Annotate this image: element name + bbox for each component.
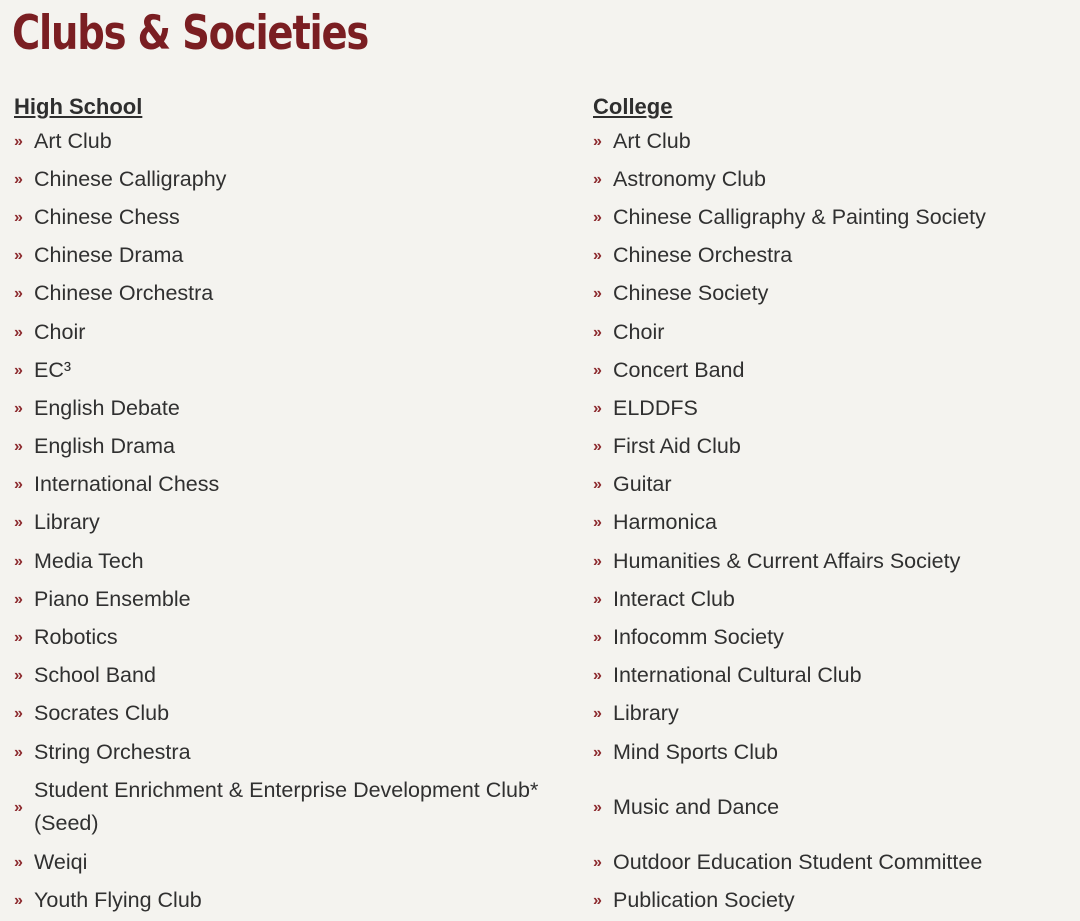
club-list-item[interactable] [14, 843, 574, 881]
club-list-item[interactable] [593, 198, 1063, 236]
club-label: Chinese Chess [34, 204, 180, 229]
club-label: Chinese Orchestra [34, 281, 214, 306]
high-school-heading[interactable]: High School [14, 94, 143, 119]
club-list-item[interactable] [14, 122, 574, 160]
club-list-item[interactable] [14, 389, 574, 427]
club-list-item[interactable] [593, 122, 1063, 160]
club-list-item[interactable] [593, 695, 1063, 733]
double-chevron-right-icon: » [14, 476, 23, 494]
club-list-item[interactable] [14, 580, 574, 618]
club-label: String Orchestra [34, 739, 191, 764]
double-chevron-right-icon: » [593, 438, 602, 456]
club-list-item[interactable] [593, 351, 1063, 389]
double-chevron-right-icon: » [14, 399, 23, 417]
club-label: English Drama [34, 434, 175, 459]
double-chevron-right-icon: » [593, 667, 602, 685]
double-chevron-right-icon: » [14, 853, 23, 871]
club-list-item[interactable] [593, 466, 1063, 504]
club-list-item[interactable] [593, 580, 1063, 618]
double-chevron-right-icon: » [593, 552, 602, 570]
high-school-club-list [14, 122, 574, 920]
club-label: Choir [34, 319, 86, 344]
club-list-item[interactable] [593, 843, 1063, 881]
page-title: Clubs & Societies [12, 6, 369, 61]
club-list-item[interactable] [14, 160, 574, 198]
high-school-column [14, 92, 574, 920]
club-label: Music and Dance [613, 794, 780, 819]
club-list-item[interactable] [593, 542, 1063, 580]
club-list-item[interactable] [593, 313, 1063, 351]
double-chevron-right-icon: » [593, 132, 602, 150]
double-chevron-right-icon: » [14, 208, 23, 226]
club-label: ELDDFS [613, 395, 698, 420]
club-label: Chinese Calligraphy [34, 166, 227, 191]
club-label: Media Tech [34, 548, 144, 573]
club-list-item[interactable] [14, 466, 574, 504]
club-list-item[interactable] [14, 198, 574, 236]
double-chevron-right-icon: » [14, 743, 23, 761]
double-chevron-right-icon: » [14, 552, 23, 570]
club-list-item[interactable] [14, 237, 574, 275]
club-label: Library [34, 510, 100, 535]
club-label: Art Club [34, 128, 112, 153]
double-chevron-right-icon: » [593, 853, 602, 871]
double-chevron-right-icon: » [14, 590, 23, 608]
club-label: Student Enrichment & Enterprise Development Club* (Seed) [34, 778, 539, 836]
club-list-item[interactable] [14, 542, 574, 580]
double-chevron-right-icon: » [593, 285, 602, 303]
double-chevron-right-icon: » [593, 399, 602, 417]
double-chevron-right-icon: » [593, 247, 602, 265]
club-list-item[interactable] [14, 428, 574, 466]
club-label: Choir [613, 319, 665, 344]
double-chevron-right-icon: » [593, 705, 602, 723]
club-label: Infocomm Society [613, 625, 784, 650]
double-chevron-right-icon: » [14, 438, 23, 456]
club-list-item[interactable] [14, 657, 574, 695]
club-list-item[interactable] [593, 389, 1063, 427]
college-heading[interactable]: College [593, 94, 673, 119]
club-label: Chinese Orchestra [613, 243, 793, 268]
club-label: Socrates Club [34, 701, 170, 726]
club-label: Concert Band [613, 357, 745, 382]
club-list-item[interactable] [14, 351, 574, 389]
double-chevron-right-icon: » [14, 285, 23, 303]
club-list-item[interactable] [14, 504, 574, 542]
double-chevron-right-icon: » [593, 891, 602, 909]
double-chevron-right-icon: » [14, 629, 23, 647]
double-chevron-right-icon: » [14, 247, 23, 265]
club-label: Guitar [613, 472, 672, 497]
club-list-item[interactable] [593, 771, 1063, 843]
double-chevron-right-icon: » [14, 361, 23, 379]
club-list-item[interactable] [14, 881, 574, 919]
club-label: Robotics [34, 625, 118, 650]
double-chevron-right-icon: » [593, 743, 602, 761]
double-chevron-right-icon: » [593, 208, 602, 226]
double-chevron-right-icon: » [14, 705, 23, 723]
double-chevron-right-icon: » [14, 514, 23, 532]
club-list-item[interactable] [593, 428, 1063, 466]
club-label: Weiqi [34, 849, 88, 874]
double-chevron-right-icon: » [593, 629, 602, 647]
club-list-item[interactable] [593, 657, 1063, 695]
double-chevron-right-icon: » [14, 132, 23, 150]
club-label: Mind Sports Club [613, 739, 778, 764]
double-chevron-right-icon: » [593, 361, 602, 379]
club-list-item[interactable] [14, 771, 574, 843]
double-chevron-right-icon: » [14, 170, 23, 188]
club-list-item[interactable] [14, 275, 574, 313]
club-label: Chinese Calligraphy & Painting Society [613, 204, 986, 229]
club-label: International Cultural Club [613, 663, 862, 688]
double-chevron-right-icon: » [593, 476, 602, 494]
club-list-item[interactable] [593, 618, 1063, 656]
club-label: International Chess [34, 472, 220, 497]
club-list-item[interactable] [593, 881, 1063, 919]
club-label: Harmonica [613, 510, 717, 535]
double-chevron-right-icon: » [593, 590, 602, 608]
double-chevron-right-icon: » [14, 323, 23, 341]
club-label: Humanities & Current Affairs Society [613, 548, 961, 573]
double-chevron-right-icon: » [593, 170, 602, 188]
club-label: Chinese Society [613, 281, 769, 306]
club-label: Library [613, 701, 679, 726]
club-list-item[interactable] [593, 504, 1063, 542]
double-chevron-right-icon: » [14, 798, 23, 816]
club-label: Astronomy Club [613, 166, 766, 191]
club-label: Youth Flying Club [34, 887, 202, 912]
club-list-item[interactable] [593, 237, 1063, 275]
club-label: Piano Ensemble [34, 586, 191, 611]
club-list-item[interactable] [14, 618, 574, 656]
club-label: English Debate [34, 395, 180, 420]
club-label: School Band [34, 663, 156, 688]
club-label: Chinese Drama [34, 243, 184, 268]
club-label: EC³ [34, 357, 72, 382]
club-list-item[interactable] [14, 733, 574, 771]
double-chevron-right-icon: » [14, 667, 23, 685]
club-label: First Aid Club [613, 434, 741, 459]
club-list-item[interactable] [14, 313, 574, 351]
club-list-item[interactable] [593, 160, 1063, 198]
club-label: Interact Club [613, 586, 735, 611]
club-label: Outdoor Education Student Committee [613, 849, 983, 874]
double-chevron-right-icon: » [593, 798, 602, 816]
college-column [593, 92, 1063, 920]
club-label: Art Club [613, 128, 691, 153]
club-list-item[interactable] [593, 733, 1063, 771]
club-label: Publication Society [613, 887, 795, 912]
club-list-item[interactable] [593, 275, 1063, 313]
college-club-list [593, 122, 1063, 920]
double-chevron-right-icon: » [593, 514, 602, 532]
double-chevron-right-icon: » [593, 323, 602, 341]
club-list-item[interactable] [14, 695, 574, 733]
double-chevron-right-icon: » [14, 891, 23, 909]
